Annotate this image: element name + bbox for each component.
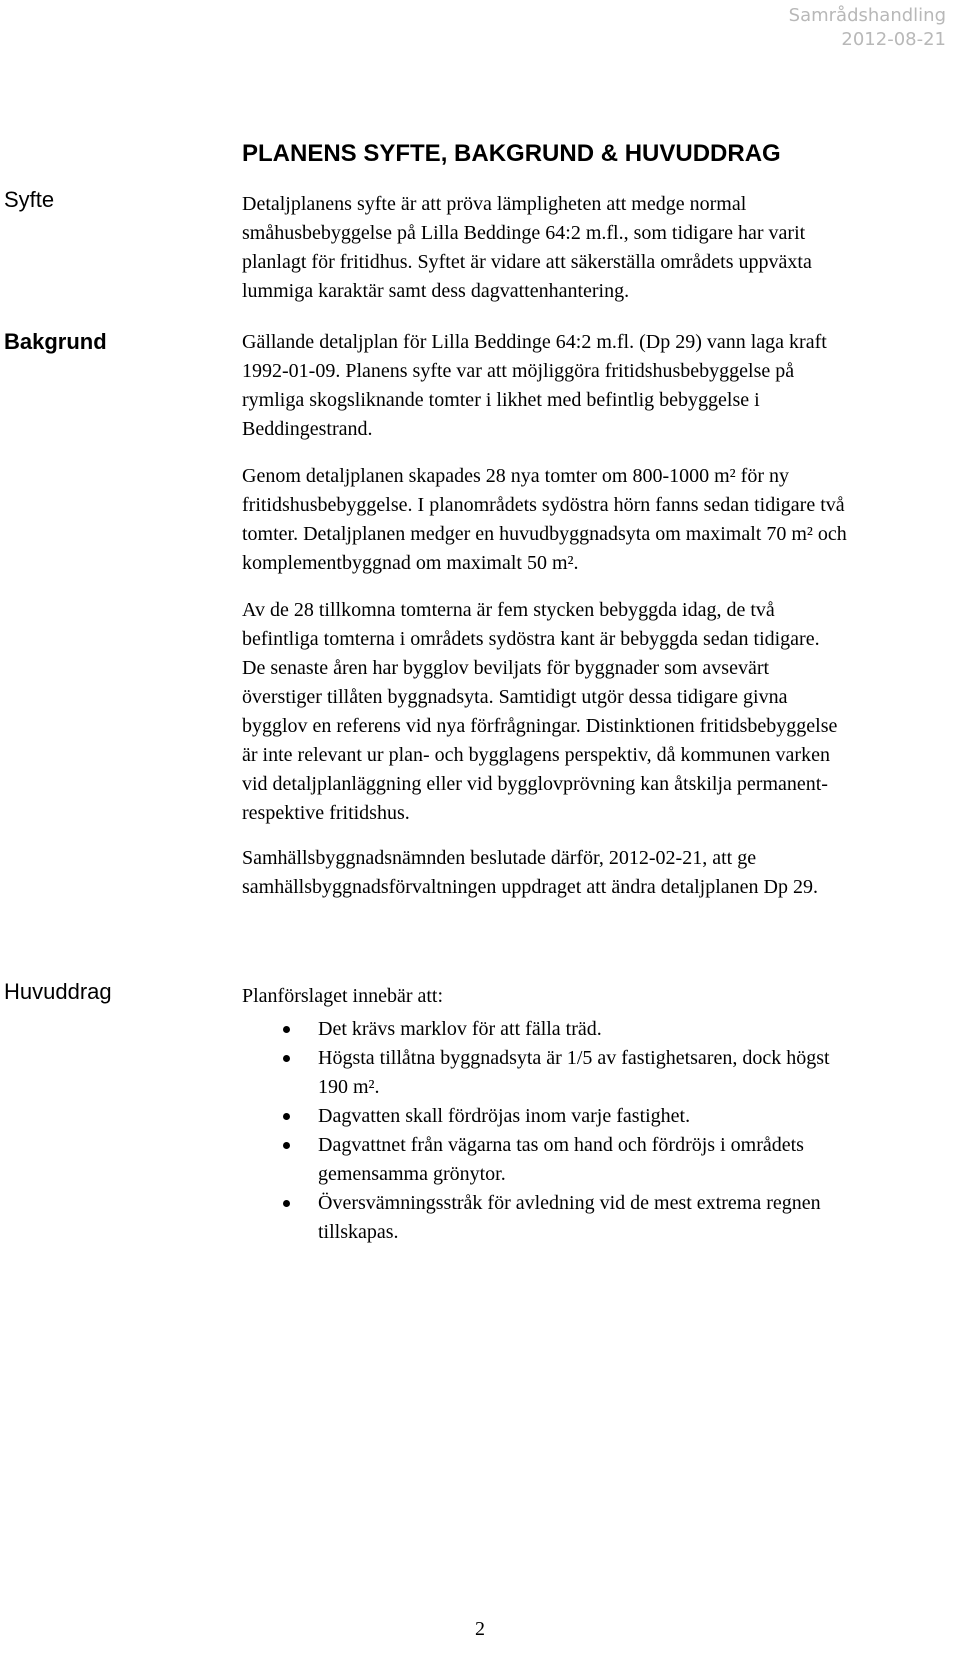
text-line: Gällande detaljplan för Lilla Beddinge 64:2 m.fl. (Dp 29) vann laga kraft xyxy=(242,331,827,353)
text-line: Dagvatten skall fördröjas inom varje fastighet. xyxy=(318,1105,691,1127)
section-huvuddrag xyxy=(242,982,942,1247)
section-label-bakgrund: Bakgrund xyxy=(4,329,107,354)
text-line: är inte relevant ur plan- och bygglagens perspektiv, då kommunen varken xyxy=(242,744,830,766)
text-line: lummiga karaktär samt dess dagvattenhantering. xyxy=(242,280,630,302)
list-item xyxy=(242,1189,942,1247)
text-line: Det krävs marklov för att fälla träd. xyxy=(318,1018,602,1040)
bullet-icon xyxy=(283,1200,290,1207)
text-line: Detaljplanens syfte är att pröva lämpligheten att medge normal xyxy=(242,193,747,215)
huvuddrag-list xyxy=(242,1015,942,1247)
text-line: De senaste åren har bygglov beviljats för byggnader som avsevärt xyxy=(242,657,770,679)
text-line: rymliga skogsliknande tomter i likhet med befintlig bebyggelse i xyxy=(242,389,760,411)
document-header xyxy=(789,4,946,52)
section-bakgrund-2 xyxy=(242,462,942,578)
section-syfte xyxy=(242,190,942,306)
bakgrund-paragraph-4 xyxy=(242,844,942,902)
text-line: planlagt för fritidhus. Syftet är vidare att säkerställa områdets uppväxta xyxy=(242,251,812,273)
list-item xyxy=(242,1102,942,1131)
text-line: 190 m². xyxy=(318,1076,380,1098)
text-line: Översvämningsstråk för avledning vid de mest extrema regnen xyxy=(318,1192,821,1214)
huvuddrag-intro: Planförslaget innebär att: xyxy=(242,985,444,1007)
text-line: Högsta tillåtna byggnadsyta är 1/5 av fastighetsaren, dock högst xyxy=(318,1047,830,1069)
bakgrund-paragraph-2 xyxy=(242,462,942,578)
page-number: 2 xyxy=(475,1618,485,1640)
list-item xyxy=(242,1044,942,1102)
bakgrund-paragraph-1 xyxy=(242,328,942,444)
syfte-paragraph xyxy=(242,190,942,306)
text-line: Dagvattnet från vägarna tas om hand och fördröjs i områdets xyxy=(318,1134,804,1156)
text-line: bygglov en referens vid nya förfrågningar. Distinktionen fritidsbebyggelse xyxy=(242,715,838,737)
text-line: Av de 28 tillkomna tomterna är fem stycken bebyggda idag, de två xyxy=(242,599,775,621)
text-line: respektive fritidshus. xyxy=(242,802,410,824)
section-bakgrund xyxy=(242,328,942,444)
section-bakgrund-3 xyxy=(242,596,942,828)
text-line: överstiger tillåten byggnadsyta. Samtidigt utgör dessa tidigare givna xyxy=(242,686,788,708)
text-line: tomter. Detaljplanen medger en huvudbyggnadsyta om maximalt 70 m² och xyxy=(242,523,847,545)
text-line: komplementbyggnad om maximalt 50 m². xyxy=(242,552,579,574)
text-line: Genom detaljplanen skapades 28 nya tomter om 800-1000 m² för ny xyxy=(242,465,789,487)
section-bakgrund-4 xyxy=(242,844,942,902)
document-date: 2012-08-21 xyxy=(841,29,946,50)
bullet-icon xyxy=(283,1055,290,1062)
text-line: samhällsbyggnadsförvaltningen uppdraget att ändra detaljplanen Dp 29. xyxy=(242,876,818,898)
list-item xyxy=(242,1015,942,1044)
bullet-icon xyxy=(283,1142,290,1149)
text-line: Samhällsbyggnadsnämnden beslutade därför, 2012-02-21, att ge xyxy=(242,847,757,869)
document-type: Samrådshandling xyxy=(788,5,946,26)
page-title: PLANENS SYFTE, BAKGRUND & HUVUDDRAG xyxy=(242,140,781,167)
text-line: tillskapas. xyxy=(318,1221,399,1243)
bullet-icon xyxy=(283,1026,290,1033)
text-line: befintliga tomterna i områdets sydöstra kant är bebyggda sedan tidigare. xyxy=(242,628,820,650)
text-line: vid detaljplanläggning eller vid bygglovprövning kan åtskilja permanent- xyxy=(242,773,828,795)
section-label-syfte: Syfte xyxy=(4,187,55,212)
text-line: 1992-01-09. Planens syfte var att möjliggöra fritidshusbebyggelse på xyxy=(242,360,795,382)
bakgrund-paragraph-3 xyxy=(242,596,942,828)
text-line: fritidshusbebyggelse. I planområdets sydöstra hörn fanns sedan tidigare två xyxy=(242,494,845,516)
text-line: gemensamma grönytor. xyxy=(318,1163,506,1185)
text-line: Beddingestrand. xyxy=(242,418,373,440)
bullet-icon xyxy=(283,1113,290,1120)
section-label-huvuddrag: Huvuddrag xyxy=(4,979,112,1004)
text-line: småhusbebyggelse på Lilla Beddinge 64:2 m.fl., som tidigare har varit xyxy=(242,222,806,244)
list-item xyxy=(242,1131,942,1189)
